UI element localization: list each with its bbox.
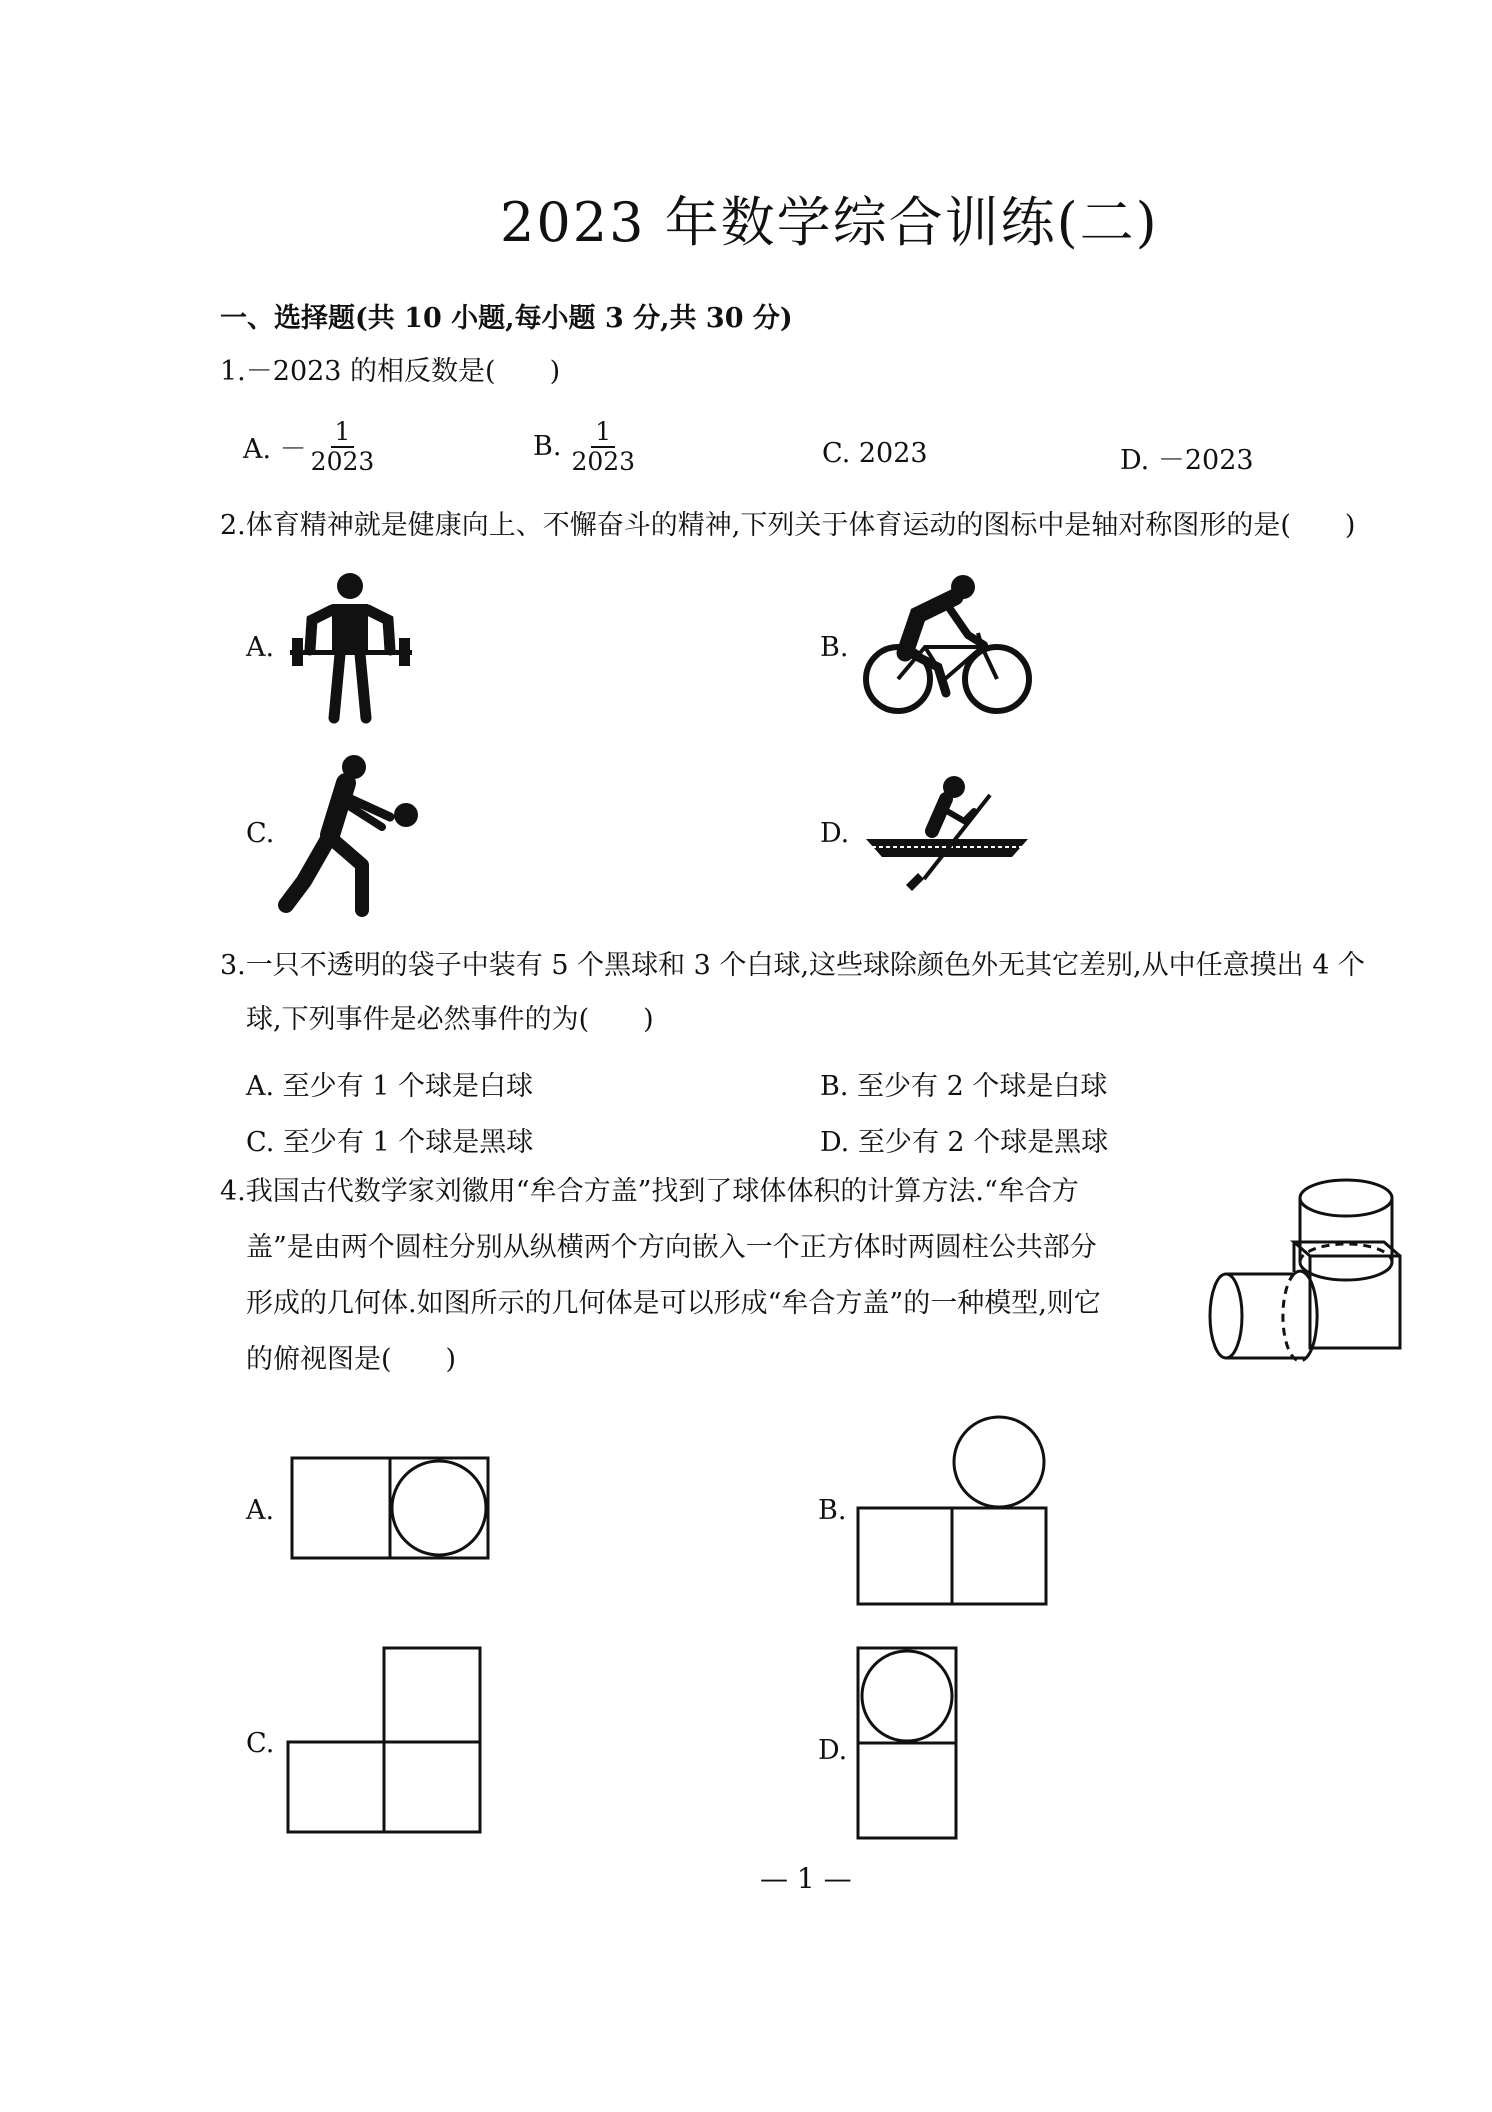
q1-option-b-fraction xyxy=(567,418,639,475)
section-heading: 一、选择题(共 10 小题,每小题 3 分,共 30 分) xyxy=(220,303,793,334)
question-3-stem-line-2: 球,下列事件是必然事件的为( ) xyxy=(246,1004,654,1035)
q4-option-b-label[interactable]: B. xyxy=(818,1495,847,1526)
q4-option-b-figure xyxy=(856,1416,1050,1608)
q4-option-c-label[interactable]: C. xyxy=(246,1728,275,1759)
q4-option-c-figure xyxy=(286,1646,484,1836)
q4-option-d-label[interactable]: D. xyxy=(818,1735,848,1766)
q4-option-d-figure xyxy=(856,1646,960,1842)
cycling-icon xyxy=(860,575,1035,715)
weightlifting-icon xyxy=(290,572,415,722)
q2-option-d-label[interactable]: D. xyxy=(820,818,850,849)
q1-option-b[interactable] xyxy=(533,418,639,475)
q3-option-d[interactable]: D. 至少有 2 个球是黑球 xyxy=(820,1127,1109,1158)
q1-option-a-label: A. － xyxy=(243,434,307,465)
q4-option-a-figure xyxy=(290,1456,490,1560)
q1-a-denominator: 2023 xyxy=(310,446,375,476)
volleyball-icon xyxy=(282,755,422,915)
solid-model-figure xyxy=(1206,1176,1426,1396)
q1-option-a-fraction xyxy=(307,418,379,475)
question-3-stem-line-1: 3.一只不透明的袋子中装有 5 个黑球和 3 个白球,这些球除颜色外无其它差别,从中任意摸出 4 个 xyxy=(220,950,1365,981)
q3-option-a[interactable]: A. 至少有 1 个球是白球 xyxy=(246,1071,534,1102)
q2-option-c-label[interactable]: C. xyxy=(246,818,275,849)
q1-option-d[interactable]: D. －2023 xyxy=(1120,445,1254,476)
question-4-stem-line-3: 形成的几何体.如图所示的几何体是可以形成“牟合方盖”的一种模型,则它 xyxy=(246,1288,1101,1319)
q1-option-b-label: B. xyxy=(533,431,562,462)
q1-option-c[interactable]: C. 2023 xyxy=(822,438,928,469)
q1-a-numerator: 1 xyxy=(331,418,355,448)
rowing-icon xyxy=(862,775,1032,895)
question-4-stem-line-4: 的俯视图是( ) xyxy=(246,1344,457,1375)
q3-option-b[interactable]: B. 至少有 2 个球是白球 xyxy=(820,1071,1108,1102)
q4-option-a-label[interactable]: A. xyxy=(246,1495,275,1526)
page-title: 2023 年数学综合训练(二) xyxy=(500,191,1159,254)
q2-option-a-label[interactable]: A. xyxy=(246,632,275,663)
q3-option-c[interactable]: C. 至少有 1 个球是黑球 xyxy=(246,1127,534,1158)
q1-b-numerator: 1 xyxy=(591,418,615,448)
question-4-stem-line-1: 4.我国古代数学家刘徽用“牟合方盖”找到了球体体积的计算方法.“牟合方 xyxy=(220,1176,1079,1207)
page-number: — 1 — xyxy=(760,1862,852,1895)
q1-option-a[interactable] xyxy=(243,418,378,475)
question-4-stem-line-2: 盖”是由两个圆柱分别从纵横两个方向嵌入一个正方体时两圆柱公共部分 xyxy=(246,1232,1097,1263)
question-1-stem: 1.－2023 的相反数是( ) xyxy=(220,356,561,387)
question-2-stem: 2.体育精神就是健康向上、不懈奋斗的精神,下列关于体育运动的图标中是轴对称图形的是( ) xyxy=(220,510,1356,541)
q1-b-denominator: 2023 xyxy=(571,446,636,476)
q2-option-b-label[interactable]: B. xyxy=(820,632,849,663)
